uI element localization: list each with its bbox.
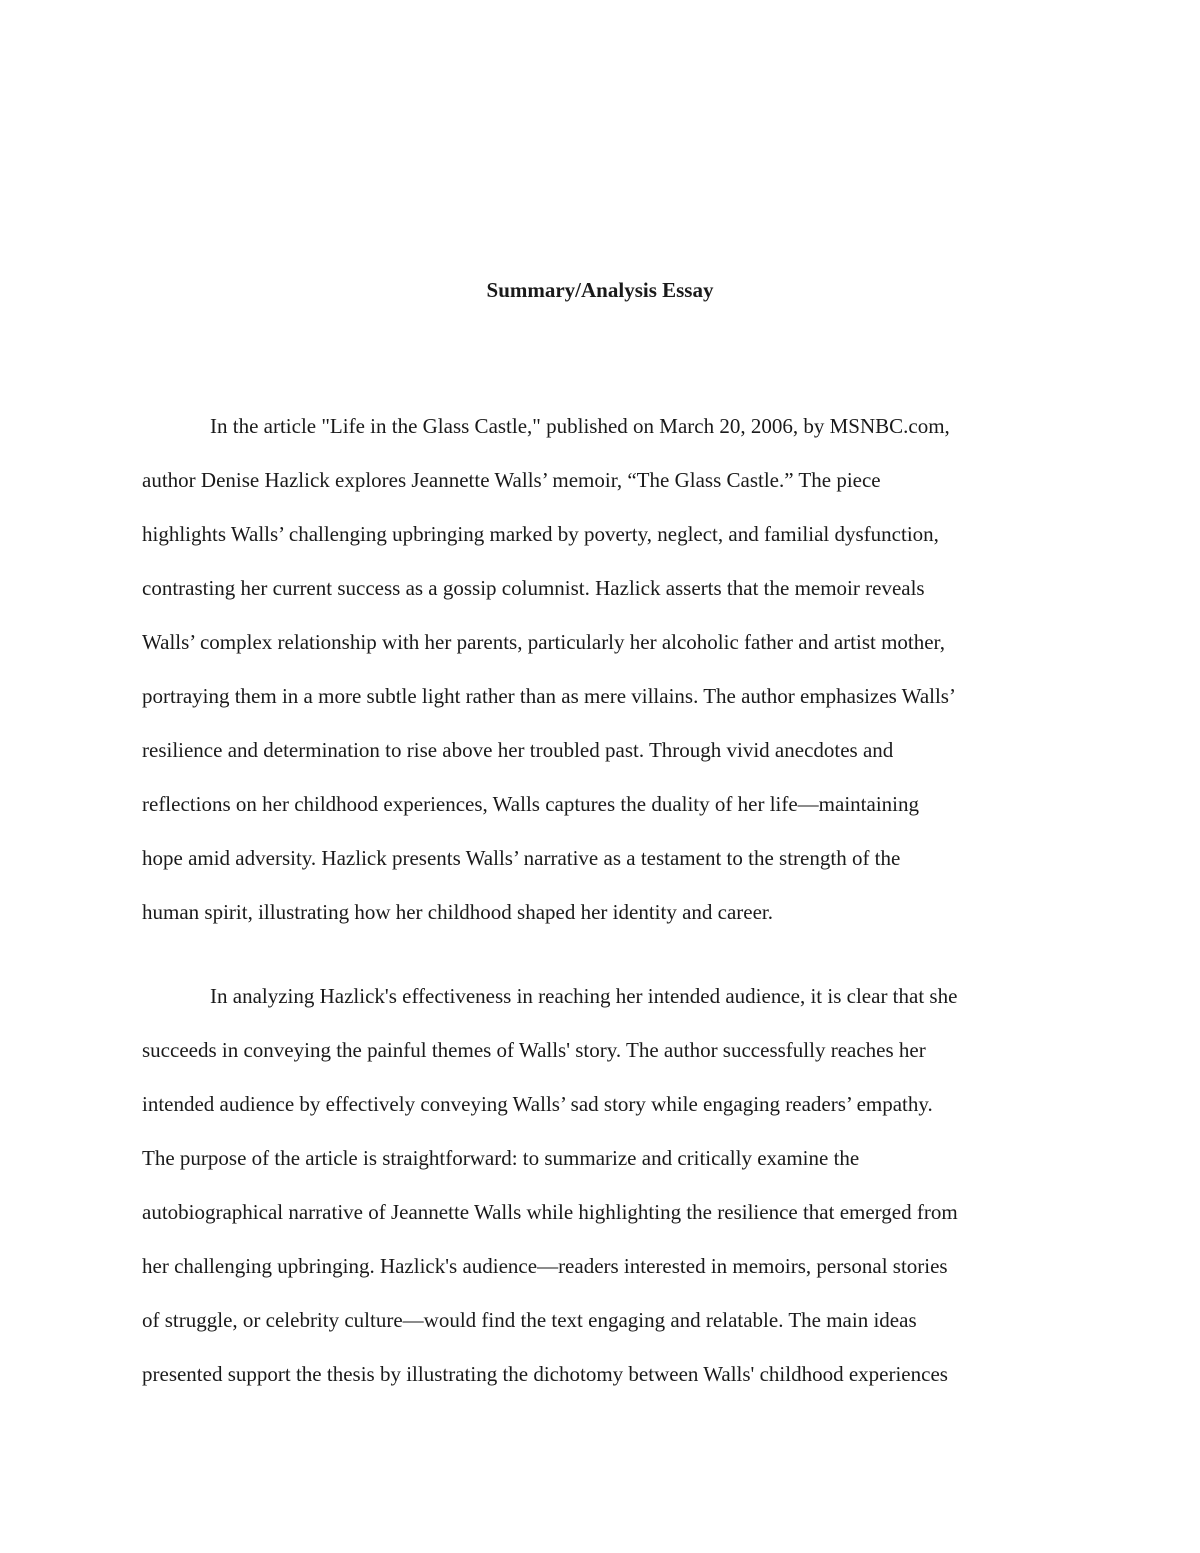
text-line: of struggle, or celebrity culture—would find the text engaging and relatable. The main ideas [142, 1308, 917, 1332]
text-line: Walls’ complex relationship with her parents, particularly her alcoholic father and artist mother, [142, 630, 945, 654]
paragraph [142, 969, 1058, 1401]
paragraph-summary [142, 399, 1058, 939]
text-line: portraying them in a more subtle light rather than as mere villains. The author emphasizes Walls’ [142, 684, 956, 708]
text-line: autobiographical narrative of Jeannette Walls while highlighting the resilience that emerged from [142, 1200, 958, 1224]
text-line: resilience and determination to rise above her troubled past. Through vivid anecdotes and [142, 738, 894, 762]
text-line: highlights Walls’ challenging upbringing marked by poverty, neglect, and familial dysfunction, [142, 522, 939, 546]
text-line: hope amid adversity. Hazlick presents Walls’ narrative as a testament to the strength of the [142, 846, 901, 870]
text-line: presented support the thesis by illustrating the dichotomy between Walls' childhood experiences [142, 1362, 948, 1386]
paragraph-analysis [142, 969, 1058, 1401]
text-line: succeeds in conveying the painful themes of Walls' story. The author successfully reaches her [142, 1038, 926, 1062]
text-line: her challenging upbringing. Hazlick's audience—readers interested in memoirs, personal stories [142, 1254, 948, 1278]
paragraph [142, 399, 1058, 939]
text-line: The purpose of the article is straightforward: to summarize and critically examine the [142, 1146, 860, 1170]
text-line: contrasting her current success as a gossip columnist. Hazlick asserts that the memoir reveals [142, 576, 925, 600]
text-line: intended audience by effectively conveying Walls’ sad story while engaging readers’ empathy. [142, 1092, 933, 1116]
text-line: In the article "Life in the Glass Castle," published on March 20, 2006, by MSNBC.com, [210, 414, 950, 438]
text-line: human spirit, illustrating how her childhood shaped her identity and career. [142, 900, 774, 924]
text-line: author Denise Hazlick explores Jeannette Walls’ memoir, “The Glass Castle.” The piece [142, 468, 881, 492]
document-title: Summary/Analysis Essay [486, 278, 714, 302]
text-line: reflections on her childhood experiences, Walls captures the duality of her life—maintaining [142, 792, 919, 816]
text-line: In analyzing Hazlick's effectiveness in reaching her intended audience, it is clear that she [210, 984, 958, 1008]
